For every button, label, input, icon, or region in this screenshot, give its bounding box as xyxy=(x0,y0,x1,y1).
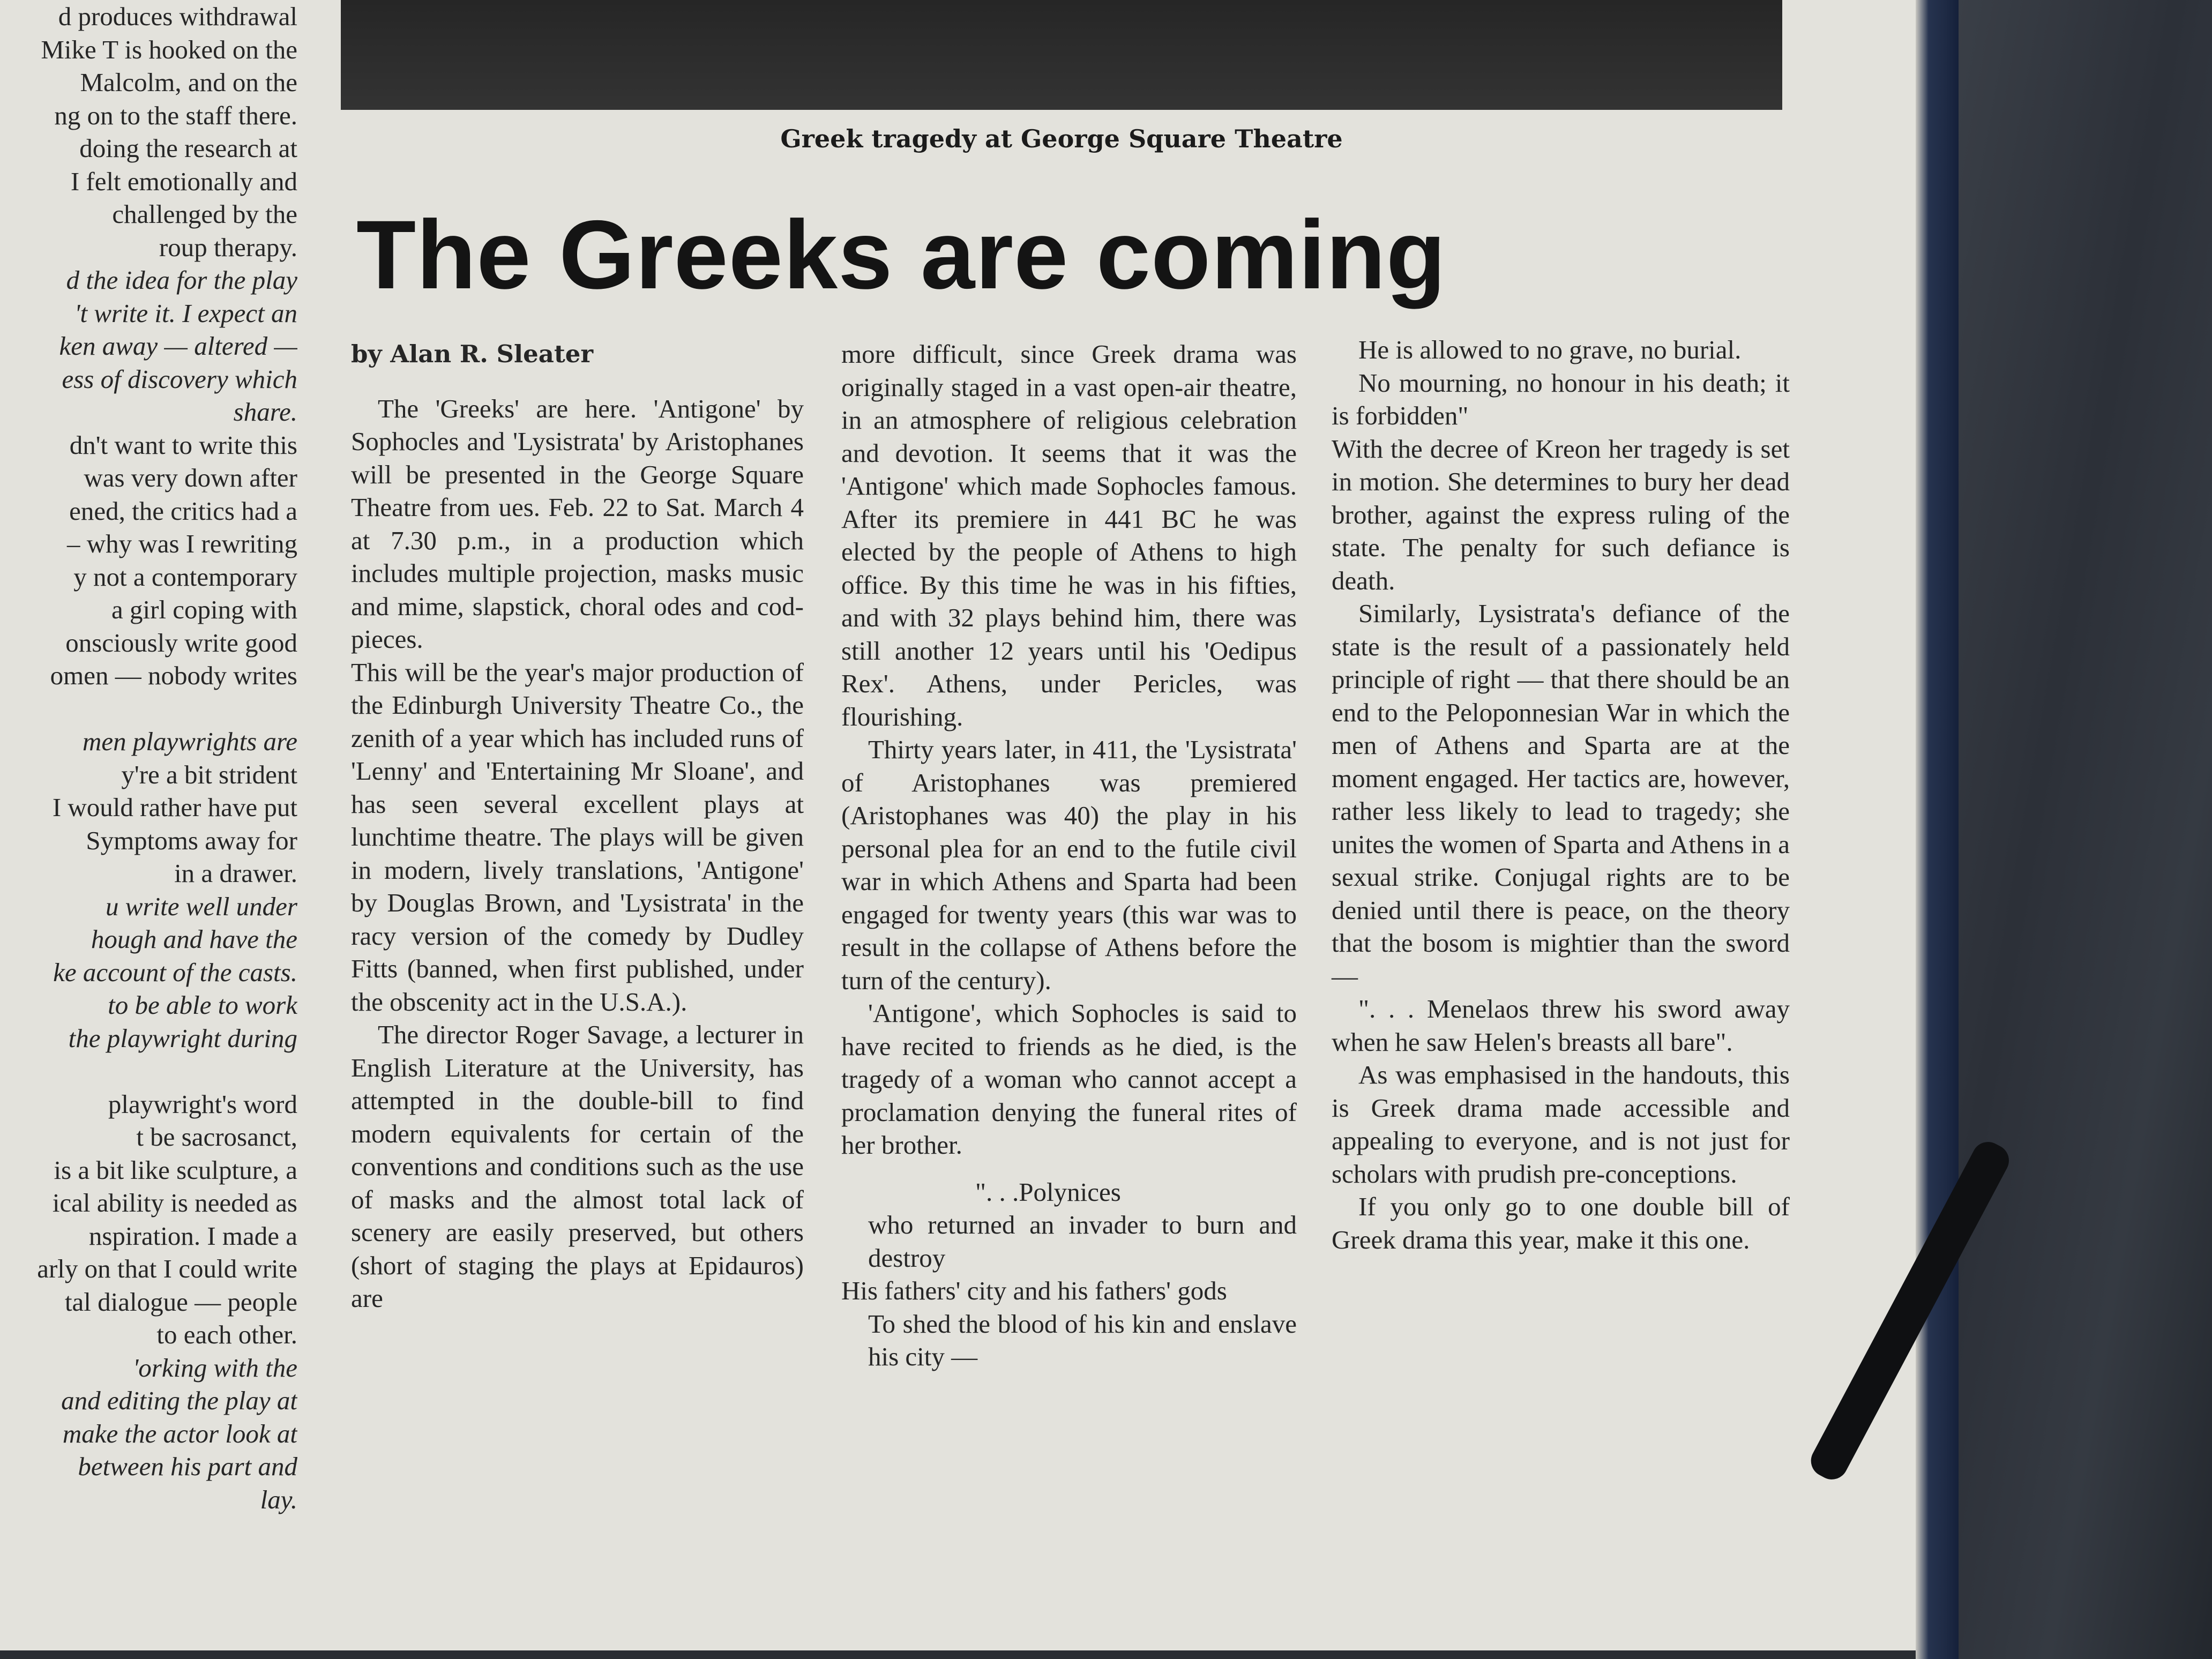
fragment-line: Malcolm, and on the xyxy=(80,68,297,97)
fragment-line: y not a contemporary xyxy=(73,562,297,592)
fragment-line: I would rather have put xyxy=(52,793,297,822)
fragment-line: ened, the critics had a xyxy=(69,496,297,526)
paragraph: The director Roger Savage, a lecturer in English Literature at the University, has attempted in the double-bill to find modern equivalents for certain of the conventions and conditions such as the use of masks and the almost total lack of scenery are easily preserved, but others (short of staging the plays at Epidauros) are xyxy=(351,1020,804,1313)
fragment-line: u write well under xyxy=(106,891,297,921)
fragment-line: the playwright during xyxy=(68,1023,297,1053)
fragment-line: ng on to the staff there. xyxy=(54,100,297,130)
fragment-line: omen — nobody writes xyxy=(50,661,297,690)
paragraph: Similarly, Lysistrata's defiance of the state is the result of a passionately held principle of right — that there should be an end to the Peloponnesian War in which the men of Athens and Sparta are at the moment engaged. Her tactics are, however, rather less likely to lead to tragedy; she unites the women of Sparta and Athens in a sexual strike. Conjugal rights are to be denied until there is peace, on the theory that the bosom is mightier than the sword— xyxy=(1332,599,1790,991)
fragment-line: 'orking with the xyxy=(132,1352,297,1382)
quote-line: who returned an invader to burn and destroy xyxy=(868,1210,1297,1273)
background-cloth xyxy=(1959,0,2212,1659)
previous-article-column xyxy=(0,0,297,1516)
quote-line: ". . .Polynices xyxy=(975,1177,1121,1207)
fragment-line: ken away — altered — xyxy=(59,331,297,361)
fragment-line: challenged by the xyxy=(112,199,297,229)
fragment-line: make the actor look at xyxy=(62,1418,297,1448)
fragment-line: men playwrights are xyxy=(82,727,297,756)
fragment-line: in a drawer. xyxy=(174,858,297,888)
fragment-line: – why was I rewriting xyxy=(66,529,297,558)
fragment-line: hough and have the xyxy=(91,924,297,954)
quote-line: To shed the blood of his kin and enslave his city — xyxy=(868,1309,1297,1371)
fragment-line xyxy=(0,692,297,726)
fragment-line: is a bit like sculpture, a xyxy=(54,1155,297,1185)
paragraph: This will be the year's major production of the Edinburgh University Theatre Co., the zenith of a year which has included runs of 'Lenny' and 'Entertaining Mr Sloane', and has seen several excellent plays at lunchtime theatre. The plays will be given in modern, lively translations, 'Antigone' by Douglas Brown, and 'Lysistrata' in the racy version of the comedy by Dudley Fitts (banned, when first published, under the obscenity act in the U.S.A.). xyxy=(351,657,804,1017)
fragment-line: t be sacrosanct, xyxy=(136,1122,297,1152)
fragment-line: Symptoms away for xyxy=(86,825,297,855)
fragment-line: ess of discovery which xyxy=(62,364,297,394)
fragment-line: and editing the play at xyxy=(61,1386,297,1415)
fragment-line: nspiration. I made a xyxy=(88,1221,297,1251)
paragraph: 'Antigone', which Sophocles is said to have recited to friends as he died, is the tragedy of a woman who cannot accept a proclamation denying the funeral rites of her brother. xyxy=(841,998,1297,1160)
fragment-line: 't write it. I expect an xyxy=(74,298,297,328)
theatre-photo xyxy=(341,0,1782,110)
fragment-line: between his part and xyxy=(78,1452,297,1481)
fragment-line: Mike T is hooked on the xyxy=(41,34,297,64)
paragraph: more difficult, since Greek drama was originally staged in a vast open-air theatre, in an atmosphere of religious celebration and devotion. It seems that it was the 'Antigone' which made Sophocles famous. After its premiere in 441 BC he was elected by the people of Athens to high office. By this time he was in his fifties, and with 32 plays behind him, there was still another 12 years until his 'Oedipus Rex'. Athens, under Pericles, was flourishing. xyxy=(841,339,1297,731)
fragment-line: a girl coping with xyxy=(111,595,297,624)
fragment-line: playwright's word xyxy=(108,1089,297,1119)
photo-caption: Greek tragedy at George Square Theatre xyxy=(780,124,1343,153)
byline: by Alan R. Sleater xyxy=(351,340,594,368)
fragment-line: arly on that I could write xyxy=(37,1254,297,1283)
fragment-line: onsciously write good xyxy=(65,627,297,657)
book-binding xyxy=(1916,0,1959,1659)
fragment-line: tal dialogue — people xyxy=(64,1287,297,1317)
fragment-line: share. xyxy=(233,397,297,427)
paragraph: Thirty years later, in 411, the 'Lysistrata' of Aristophanes was premiered (Aristophanes was 40) the play in his personal plea for an end to the futile civil war in which Athens and Sparta had been engaged for twenty years (this war was to result in the collapse of Athens before the turn of the century). xyxy=(841,735,1297,995)
fragment-line: ical ability is needed as xyxy=(52,1188,297,1217)
fragment-line: I felt emotionally and xyxy=(70,166,297,196)
quote-line: ". . . Menelaos threw his sword away when he saw Helen's breasts all bare". xyxy=(1332,994,1790,1057)
fragment-line: ke account of the casts. xyxy=(53,957,297,987)
fragment-line xyxy=(0,1055,297,1088)
fragment-line: doing the research at xyxy=(79,133,297,163)
quote-line: He is allowed to no grave, no burial. xyxy=(1358,335,1742,364)
fragment-line: d produces withdrawal xyxy=(58,2,297,31)
quote-line: No mourning, no honour in his death; it is forbidden" xyxy=(1332,368,1790,430)
fragment-line: to each other. xyxy=(156,1320,297,1349)
article-column-3 xyxy=(1332,333,1790,1256)
fragment-line: d the idea for the play xyxy=(66,265,297,295)
fragment-line: to be able to work xyxy=(108,990,297,1020)
paragraph: The 'Greeks' are here. 'Antigone' by Sophocles and 'Lysistrata' by Aristophanes will be presented in the George Square Theatre from ues. Feb. 22 to Sat. March 4 at 7.30 p.m., in a production which includes multiple projection, masks music and mime, slapstick, choral odes and cod-pieces. xyxy=(351,393,804,654)
fragment-line: was very down after xyxy=(84,463,297,492)
fragment-line: roup therapy. xyxy=(159,232,297,262)
paragraph: If you only go to one double bill of Greek drama this year, make it this one. xyxy=(1332,1192,1790,1254)
headline: The Greeks are coming xyxy=(356,200,1446,309)
article-column-1 xyxy=(351,338,804,1315)
fragment-line: lay. xyxy=(260,1484,297,1514)
fragment-line: dn't want to write this xyxy=(69,430,297,460)
paragraph: As was emphasised in the handouts, this is Greek drama made accessible and appealing to everyone, and is not just for scholars with prudish pre-conceptions. xyxy=(1332,1060,1790,1189)
article-column-2 xyxy=(841,338,1297,1373)
fragment-line: y're a bit strident xyxy=(121,759,297,789)
paragraph: With the decree of Kreon her tragedy is set in motion. She determines to bury her dead brother, against the express ruling of the state. The penalty for such defiance is death. xyxy=(1332,434,1790,595)
quote-line: His fathers' city and his fathers' gods xyxy=(841,1276,1227,1305)
